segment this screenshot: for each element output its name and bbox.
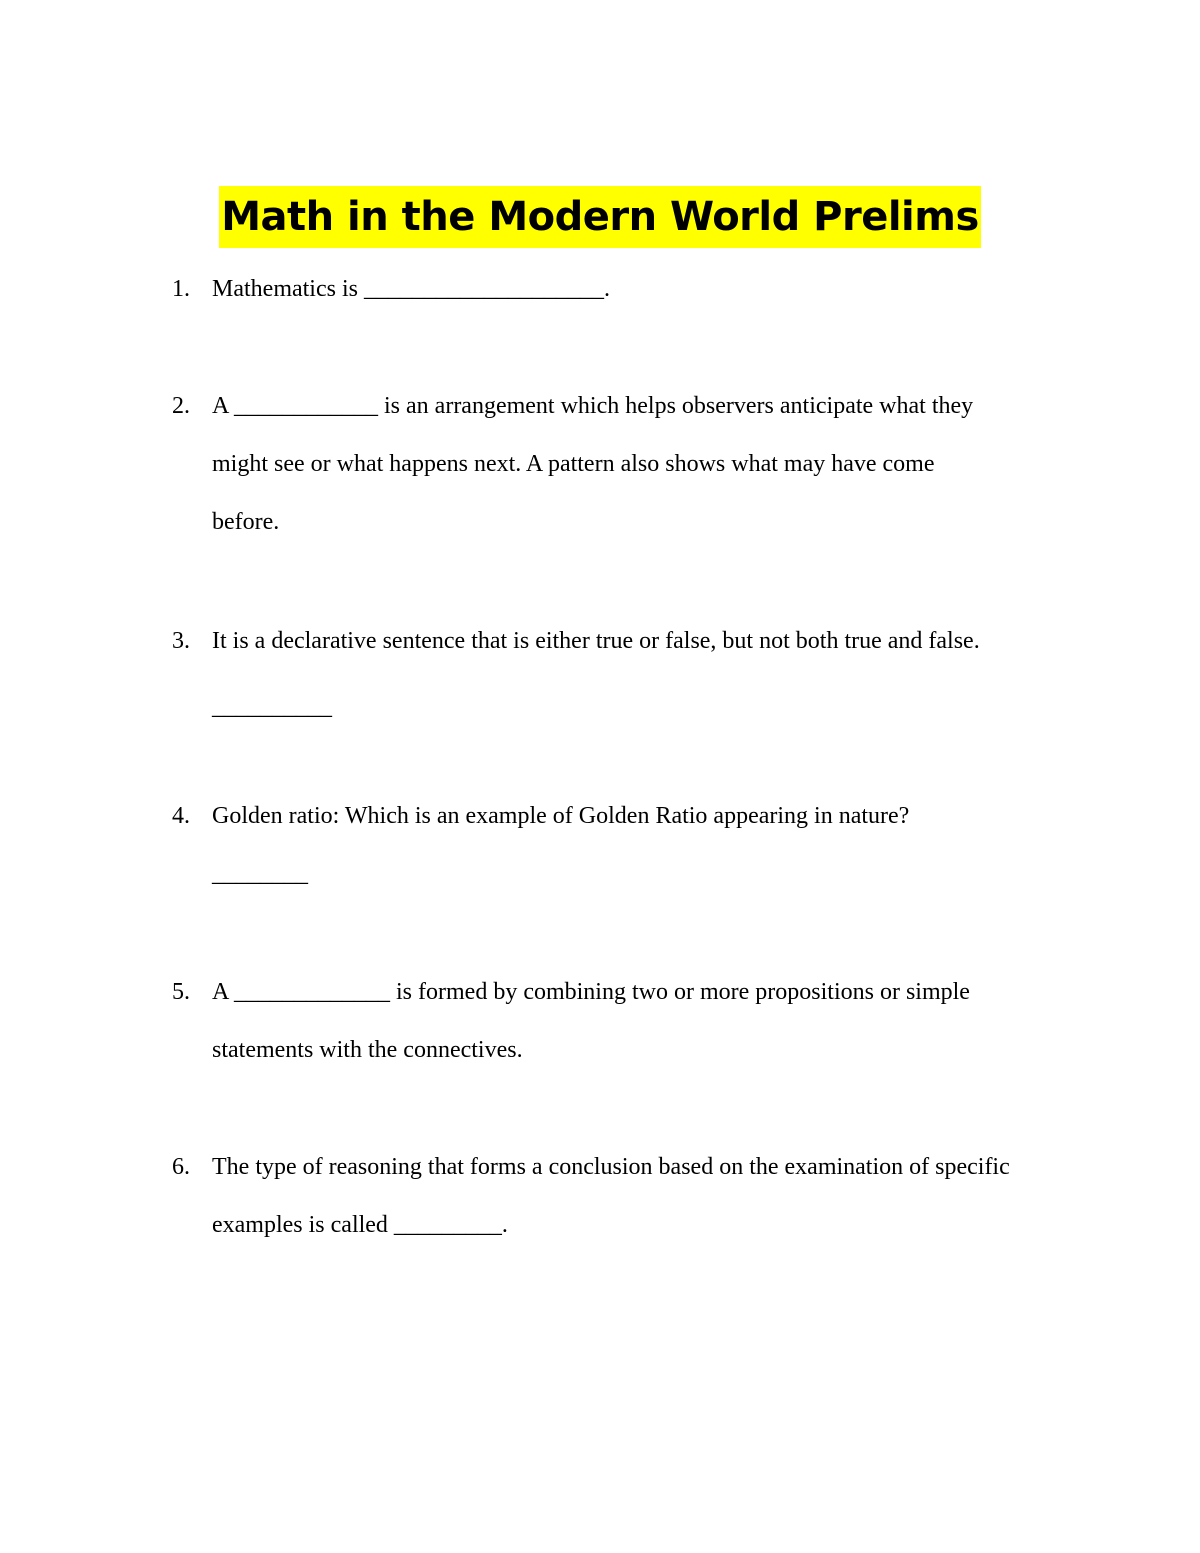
question-number: 3. xyxy=(172,628,190,654)
question-number: 1. xyxy=(172,276,190,302)
question-5 xyxy=(172,963,1072,1079)
question-text xyxy=(212,963,1072,1079)
question-line: Golden ratio: Which is an example of Golden Ratio appearing in nature? xyxy=(212,803,910,829)
question-3 xyxy=(172,612,1072,736)
question-1 xyxy=(172,260,1072,318)
answer-blank: __________ xyxy=(212,694,332,720)
question-text xyxy=(212,612,1072,736)
question-text xyxy=(212,787,1072,903)
question-line: might see or what happens next. A pattern also shows what may have come xyxy=(212,451,935,477)
title-container xyxy=(0,186,1200,248)
question-line: A ____________ is an arrangement which helps observers anticipate what they xyxy=(212,393,974,419)
question-line: A _____________ is formed by combining two or more propositions or simple xyxy=(212,979,970,1005)
question-text xyxy=(212,377,1072,551)
question-number: 5. xyxy=(172,979,190,1005)
question-4 xyxy=(172,787,1072,903)
question-line: It is a declarative sentence that is either true or false, but not both true and false. xyxy=(212,628,980,654)
question-number: 2. xyxy=(172,393,190,419)
answer-blank: ________ xyxy=(212,861,308,887)
question-line: examples is called _________. xyxy=(212,1212,508,1238)
question-line: The type of reasoning that forms a conclusion based on the examination of specific xyxy=(212,1154,1010,1180)
question-line: before. xyxy=(212,509,280,535)
question-text xyxy=(212,1138,1072,1254)
question-text xyxy=(212,260,1072,318)
page-title: Math in the Modern World Prelims xyxy=(219,186,981,248)
question-number: 4. xyxy=(172,803,190,829)
question-6 xyxy=(172,1138,1072,1254)
question-line: Mathematics is ____________________. xyxy=(212,276,610,302)
question-2 xyxy=(172,377,1072,551)
question-number: 6. xyxy=(172,1154,190,1180)
question-line: statements with the connectives. xyxy=(212,1037,523,1063)
